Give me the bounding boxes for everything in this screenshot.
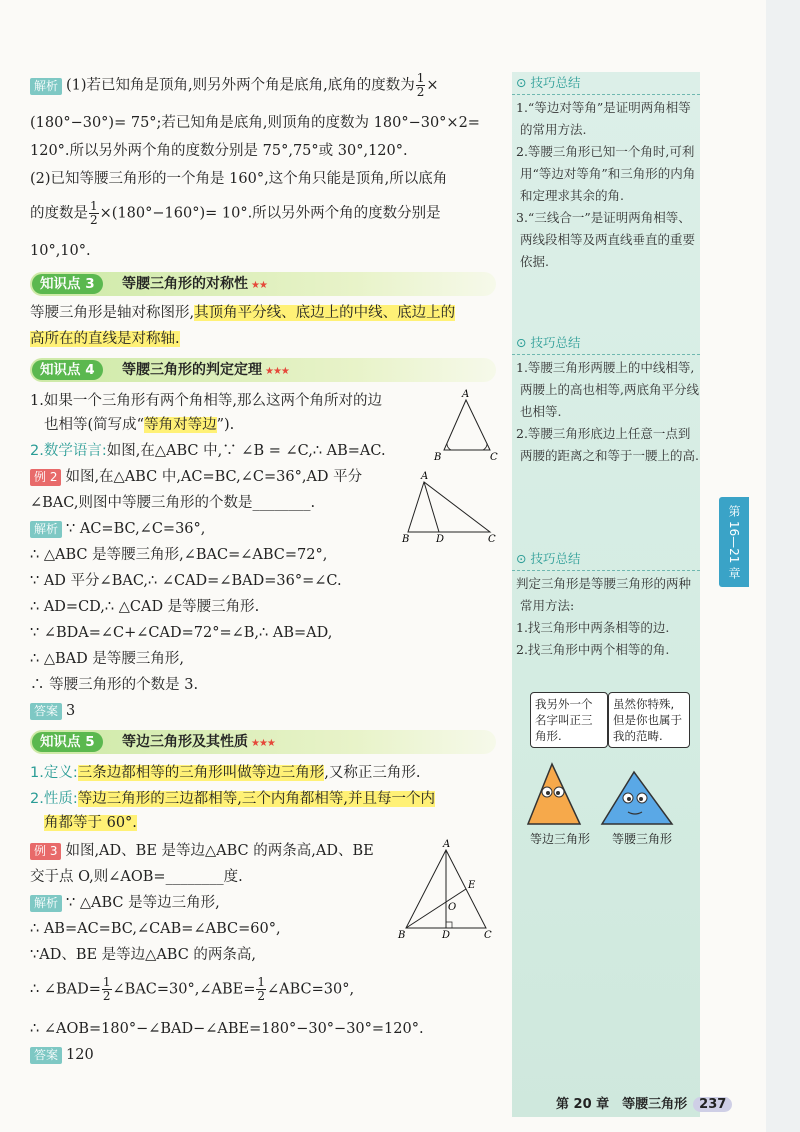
label-isosceles: 等腰三角形: [612, 832, 673, 846]
tip-item: 2.等腰三角形已知一个角时,可利用“等边对等角”和三角形的内角和定理求其余的角.: [516, 144, 696, 203]
kp-tag: 知识点 4: [32, 360, 103, 380]
vertex-label-o: O: [448, 902, 457, 913]
kp-title: [122, 358, 289, 384]
tip-item: 判定三角形是等腰三角形的两种常用方法:: [516, 576, 692, 613]
vertex-label-a: A: [443, 839, 451, 850]
frac-den: 2: [90, 213, 98, 227]
text: 如图,AD、BE 是等边△ABC 的两条高,AD、BE: [65, 843, 374, 859]
frac-den: 2: [416, 85, 425, 99]
answer2: [30, 700, 75, 722]
tip-item: 1.“等边对等角”是证明两角相等的常用方法.: [516, 100, 691, 137]
solution3-line3: ∵AD、BE 是等边△ABC 的两条高,: [30, 947, 257, 963]
solution3-line5: ∴ ∠AOB=180°−∠BAD−∠ABE=180°−30°−30°=120°.: [30, 1021, 424, 1037]
example3-line1: [30, 840, 374, 862]
text: 也相等(简写成“: [44, 417, 145, 433]
analysis1-line2: (180°−30°)= 75°;若已知角是底角,则顶角的度数为 180°−30°×2=: [30, 115, 480, 131]
example2-line1: [30, 466, 362, 488]
kp-tag: 知识点 5: [32, 732, 103, 752]
tip-box-2: [512, 332, 700, 467]
tip-icon: ⊙: [516, 551, 527, 566]
solution2-line2: ∴ △ABC 是等腰三角形,∠BAC=∠ABC=72°,: [30, 547, 328, 563]
vertex-label-c: C: [490, 452, 498, 463]
kp4-item1-cont: [44, 414, 234, 436]
frac-num: 1: [257, 975, 266, 989]
tip-header: [512, 548, 700, 571]
tip-box-1: [512, 72, 700, 273]
analysis1-line5: [30, 200, 441, 227]
cartoon-characters: [522, 758, 692, 832]
frac-den: 2: [257, 989, 266, 1003]
text: 等腰三角形的对称性: [122, 276, 248, 292]
figure-isosceles-triangle: [430, 388, 500, 468]
vertex-label-b: B: [402, 534, 410, 545]
vertex-label-e: E: [468, 880, 476, 891]
knowledge-point-3-header: [30, 272, 496, 296]
text: 如图,在△ABC 中,∵ ∠B = ∠C,∴ AB=AC.: [106, 443, 386, 459]
tip-item: 2.等腰三角形底边上任意一点到两腰的距离之和等于一腰上的高.: [516, 426, 699, 463]
difficulty-stars: ★★★: [251, 738, 275, 749]
answer3: [30, 1044, 94, 1066]
figure-equilateral-heights: [396, 838, 496, 942]
tip-box-3: [512, 548, 700, 661]
highlight: 等边三角形的三边都相等,三个内角都相等,并且每一个内: [77, 791, 435, 807]
tip-header: [512, 72, 700, 95]
solution3-line4: [30, 976, 354, 1003]
vertex-label-c: C: [484, 930, 492, 941]
fraction: [256, 976, 266, 1003]
solution2-line1: [30, 518, 205, 540]
speech-bubble-isosceles: 虽然你特殊,但是你也属于我的范畴.: [608, 692, 690, 748]
solution2-line3: ∵ AD 平分∠BAC,∴ ∠CAD=∠BAD=36°=∠C.: [30, 573, 342, 589]
analysis-label: 解析: [30, 78, 62, 95]
solution3-line2: ∴ AB=AC=BC,∠CAB=∠ABC=60°,: [30, 921, 281, 937]
answer-value: 3: [66, 703, 76, 719]
knowledge-point-4-header: [30, 358, 496, 382]
text: 如图,在△ABC 中,AC=BC,∠C=36°,AD 平分: [65, 469, 363, 485]
page-edge: [766, 0, 800, 1132]
vertex-label-a: A: [462, 389, 470, 400]
text: ∠ABC=30°,: [267, 981, 355, 998]
example2-line2: ∠BAC,则图中等腰三角形的个数是________.: [30, 495, 316, 511]
answer-label: 答案: [30, 703, 62, 720]
frac-num: 1: [416, 71, 425, 85]
fraction: [89, 200, 99, 227]
text: ”).: [216, 417, 235, 433]
solution2-line4: ∴ AD=CD,∴ △CAD 是等腰三角形.: [30, 599, 260, 615]
tip-item: 1.等腰三角形两腰上的中线相等,两腰上的高也相等,两底角平分线也相等.: [516, 360, 699, 419]
text: 等腰三角形的判定定理: [122, 362, 262, 378]
frac-num: 1: [90, 199, 98, 213]
example-label: 例 3: [30, 843, 61, 860]
text: 的度数是: [30, 205, 88, 222]
fraction: [416, 72, 426, 99]
knowledge-point-5-header: [30, 730, 496, 754]
kp5-property-cont: [44, 812, 137, 834]
label-equilateral: 等边三角形: [530, 832, 591, 846]
kp-title: [122, 730, 275, 756]
text: 等腰三角形是轴对称图形,: [30, 305, 195, 321]
tip-item: 3.“三线合一”是证明两角相等、两线段相等及两直线垂直的重要依据.: [516, 210, 696, 269]
analysis-label: 解析: [30, 895, 62, 912]
speech-bubble-equilateral: 我另外一个名字叫正三角形.: [530, 692, 608, 748]
answer-value: 120: [66, 1047, 94, 1063]
vertex-label-a: A: [421, 471, 429, 482]
analysis1-line3: 120°.所以另外两个角的度数分别是 75°,75°或 30°,120°.: [30, 143, 408, 159]
highlight: 其顶角平分线、底边上的中线、底边上的: [194, 305, 456, 321]
figure-triangle-bisector: [396, 470, 502, 548]
text: ∴ ∠BAD=: [30, 981, 101, 998]
kp-title: [122, 272, 267, 298]
term: 2.性质:: [30, 791, 78, 807]
text: (1)若已知角是顶角,则另外两个角是底角,底角的度数为: [66, 77, 415, 94]
tip-title: 技巧总结: [530, 75, 581, 90]
kp3-line2: [30, 328, 180, 350]
solution2-line7: ∴ 等腰三角形的个数是 3.: [30, 677, 199, 693]
tip-icon: ⊙: [516, 75, 527, 90]
tip-icon: ⊙: [516, 335, 527, 350]
frac-den: 2: [102, 989, 111, 1003]
analysis1-line4: (2)已知等腰三角形的一个角是 160°,这个角只能是顶角,所以底角: [30, 171, 448, 187]
tip-item: 1.找三角形中两条相等的边.: [516, 620, 670, 635]
analysis1-line6: 10°,10°.: [30, 243, 91, 259]
kp3-line1: [30, 302, 455, 324]
text: ×(180°−160°)= 10°.所以另外两个角的度数分别是: [99, 205, 441, 222]
solution2-line5: ∵ ∠BDA=∠C+∠CAD=72°=∠B,∴ AB=AD,: [30, 625, 333, 641]
kp5-property: [30, 788, 435, 810]
highlight: 等角对等边: [144, 417, 217, 433]
vertex-label-d: D: [436, 534, 445, 545]
kp4-item2: [30, 440, 386, 462]
text: ∵ AC=BC,∠C=36°,: [66, 521, 206, 537]
vertex-label-b: B: [398, 930, 406, 941]
analysis1-line1: [30, 72, 439, 99]
fraction: [102, 976, 112, 1003]
highlight: 三条边都相等的三角形叫做等边三角形: [77, 765, 325, 781]
frac-num: 1: [102, 975, 111, 989]
answer-label: 答案: [30, 1047, 62, 1064]
text: ×: [426, 77, 439, 94]
text: ∵ △ABC 是等边三角形,: [66, 895, 220, 911]
tip-title: 技巧总结: [530, 551, 581, 566]
vertex-label-d: D: [442, 930, 451, 941]
highlight: 高所在的直线是对称轴.: [30, 331, 180, 347]
page-footer: [556, 1093, 732, 1112]
difficulty-stars: ★★: [251, 280, 267, 291]
term: 2.数学语言:: [30, 443, 107, 459]
text: ∠BAC=30°,∠ABE=: [112, 981, 256, 998]
page-number: 237: [693, 1097, 732, 1112]
text: ,又称正三角形.: [324, 765, 421, 781]
solution3-line1: [30, 892, 220, 914]
vertex-label-b: B: [434, 452, 442, 463]
solution2-line6: ∴ △BAD 是等腰三角形,: [30, 651, 184, 667]
difficulty-stars: ★★★: [265, 366, 289, 377]
tip-header: [512, 332, 700, 355]
example3-line2: 交于点 O,则∠AOB=________度.: [30, 869, 243, 885]
chapter-tab: 第 16—21 章: [719, 497, 749, 587]
analysis-label: 解析: [30, 521, 62, 538]
tip-title: 技巧总结: [530, 335, 581, 350]
kp4-item1: 1.如果一个三角形有两个角相等,那么这两个角所对的边: [30, 393, 382, 409]
text: 等边三角形及其性质: [122, 734, 248, 750]
kp-tag: 知识点 3: [32, 274, 103, 294]
kp5-definition: [30, 762, 420, 784]
vertex-label-c: C: [488, 534, 496, 545]
highlight: 角都等于 60°.: [44, 815, 137, 831]
example-label: 例 2: [30, 469, 61, 486]
tip-item: 2.找三角形中两个相等的角.: [516, 642, 670, 657]
term: 1.定义:: [30, 765, 78, 781]
footer-chapter: 第 20 章 等腰三角形: [556, 1097, 688, 1112]
